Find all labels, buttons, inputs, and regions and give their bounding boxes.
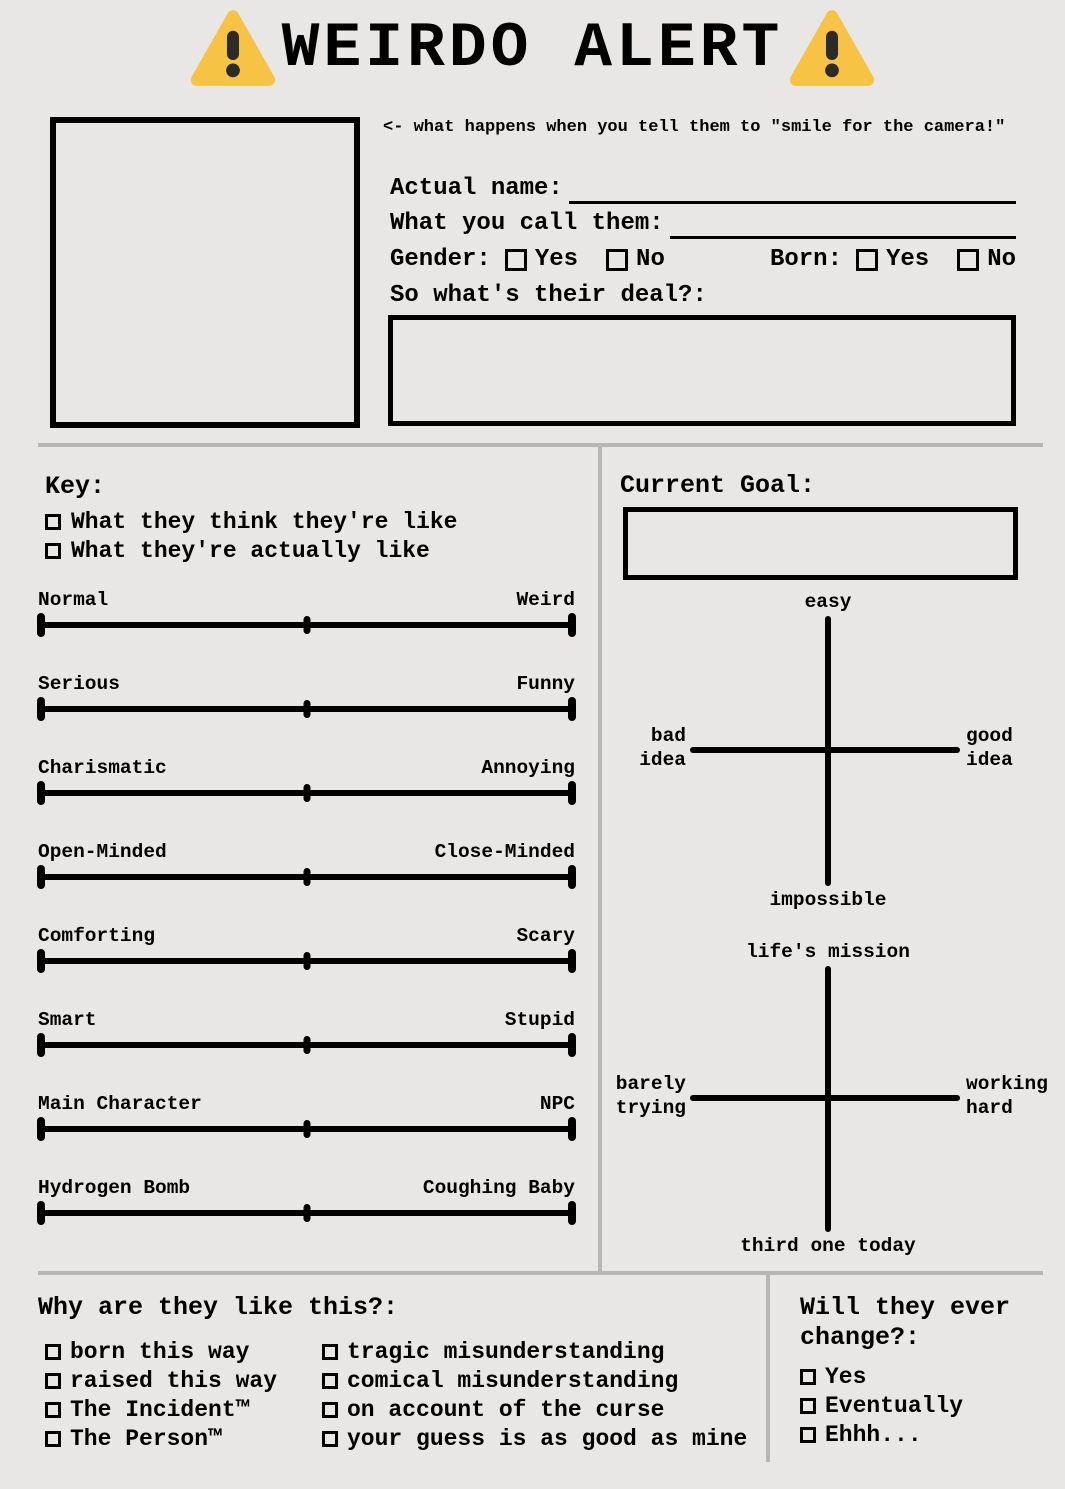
- actual-name-input[interactable]: [569, 174, 1016, 204]
- why-born-checkbox[interactable]: [45, 1344, 61, 1360]
- why-heading: Why are they like this?:: [38, 1293, 399, 1322]
- slider-left-label: Normal: [38, 589, 109, 611]
- slider-left-label: Charismatic: [38, 757, 167, 779]
- slider-track[interactable]: [38, 1042, 575, 1048]
- born-label: Born:: [769, 246, 842, 273]
- call-them-input[interactable]: [670, 209, 1016, 239]
- axis-top-label: life's mission: [746, 941, 910, 963]
- change-option: [800, 1362, 1040, 1391]
- key-item-label: What they think they're like: [71, 508, 458, 535]
- gender-born-row: [390, 246, 1016, 273]
- gender-yes-label: Yes: [534, 246, 579, 273]
- why-tragic-checkbox[interactable]: [322, 1344, 338, 1360]
- slider-right-label: Scary: [516, 925, 575, 947]
- why-option-label: The Person™: [70, 1425, 222, 1452]
- divider-bottom: [38, 1271, 1043, 1275]
- why-option: [322, 1424, 747, 1453]
- goal-effort-quadrant[interactable]: [600, 938, 1065, 1260]
- axis-bottom-label: third one today: [740, 1235, 916, 1257]
- actual-name-row: [390, 174, 1016, 204]
- why-comical-checkbox[interactable]: [322, 1373, 338, 1389]
- slider-normal-weird: [38, 588, 575, 672]
- warning-triangle-icon: [789, 3, 875, 93]
- slider-right-label: NPC: [539, 1093, 575, 1115]
- why-option: [322, 1337, 747, 1366]
- change-option: [800, 1391, 1040, 1420]
- call-them-label: What you call them:: [390, 210, 664, 237]
- trait-sliders: [38, 588, 575, 1260]
- axis-top-label: easy: [804, 591, 852, 613]
- slider-track[interactable]: [38, 622, 575, 628]
- slider-right-label: Weird: [516, 589, 575, 611]
- why-option-label: raised this way: [70, 1367, 278, 1394]
- slider-right-label: Annoying: [481, 757, 575, 779]
- slider-comforting-scary: [38, 924, 575, 1008]
- slider-right-label: Close-Minded: [434, 841, 575, 863]
- goal-difficulty-quadrant[interactable]: [600, 588, 1065, 918]
- why-option-label: born this way: [70, 1338, 250, 1365]
- axis-horizontal-line: [690, 747, 960, 753]
- axis-right-label: working hard: [966, 1073, 1048, 1119]
- why-option-label: tragic misunderstanding: [347, 1338, 665, 1365]
- slider-track[interactable]: [38, 958, 575, 964]
- why-curse-checkbox[interactable]: [322, 1402, 338, 1418]
- axis-left-label: bad idea: [639, 725, 686, 771]
- why-option-label: comical misunderstanding: [347, 1367, 679, 1394]
- born-yes-label: Yes: [885, 246, 930, 273]
- gender-label: Gender:: [390, 246, 491, 273]
- slider-hydrogenbomb-coughingbaby: [38, 1176, 575, 1260]
- slider-left-label: Hydrogen Bomb: [38, 1177, 191, 1199]
- slider-right-label: Coughing Baby: [422, 1177, 575, 1199]
- key-item: [45, 536, 457, 565]
- axis-left-label: barely trying: [615, 1073, 686, 1119]
- change-option-label: Ehhh...: [825, 1421, 922, 1448]
- gender-no-checkbox[interactable]: [606, 249, 628, 271]
- change-heading: Will they ever change?:: [800, 1293, 1011, 1352]
- change-options: [800, 1362, 1040, 1449]
- change-option-label: Eventually: [825, 1392, 964, 1419]
- slider-track[interactable]: [38, 1210, 575, 1216]
- why-option: [322, 1366, 747, 1395]
- slider-track[interactable]: [38, 1126, 575, 1132]
- why-option-label: your guess is as good as mine: [347, 1425, 748, 1452]
- header: [0, 0, 1065, 96]
- born-no-label: No: [987, 246, 1016, 273]
- divider-top: [38, 443, 1043, 447]
- axis-horizontal-line: [690, 1095, 960, 1101]
- photo-box[interactable]: [50, 117, 360, 428]
- key-think-checkbox[interactable]: [45, 514, 61, 530]
- slider-left-label: Serious: [38, 673, 120, 695]
- why-option: [322, 1395, 747, 1424]
- why-option-label: The Incident™: [70, 1396, 250, 1423]
- axis-right-label: good idea: [966, 725, 1013, 771]
- deal-textarea[interactable]: [388, 315, 1016, 426]
- slider-left-label: Open-Minded: [38, 841, 167, 863]
- slider-right-label: Funny: [516, 673, 575, 695]
- why-option: [45, 1395, 277, 1424]
- call-them-row: [390, 209, 1016, 239]
- divider-bottom-vertical: [766, 1275, 770, 1462]
- why-option: [45, 1366, 277, 1395]
- why-person-checkbox[interactable]: [45, 1431, 61, 1447]
- actual-name-label: Actual name:: [390, 175, 563, 202]
- slider-left-label: Smart: [38, 1009, 97, 1031]
- gender-no-label: No: [636, 246, 665, 273]
- camera-note: <- what happens when you tell them to "smile for the camera!": [383, 118, 1006, 137]
- change-option-label: Yes: [825, 1363, 867, 1390]
- change-option: [800, 1420, 1040, 1449]
- slider-smart-stupid: [38, 1008, 575, 1092]
- slider-track[interactable]: [38, 874, 575, 880]
- change-block: [800, 1293, 1040, 1449]
- gender-yes-checkbox[interactable]: [505, 249, 527, 271]
- slider-openminded-closeminded: [38, 840, 575, 924]
- key-actually-checkbox[interactable]: [45, 543, 61, 559]
- why-option: [45, 1424, 277, 1453]
- key-item: [45, 507, 457, 536]
- page-title: WEIRDO ALERT: [281, 12, 784, 84]
- slider-track[interactable]: [38, 706, 575, 712]
- deal-label: So what's their deal?:: [390, 282, 707, 309]
- deal-row: [390, 281, 1016, 311]
- why-option: [45, 1337, 277, 1366]
- profile-form: [383, 118, 1016, 309]
- why-options-col1: [45, 1337, 277, 1453]
- current-goal-textarea[interactable]: [623, 507, 1018, 580]
- current-goal-heading: Current Goal:: [620, 471, 816, 500]
- slider-maincharacter-npc: [38, 1092, 575, 1176]
- key-block: [45, 472, 457, 565]
- warning-triangle-icon: [190, 3, 276, 93]
- change-yes-checkbox[interactable]: [800, 1369, 816, 1385]
- change-ehhh-checkbox[interactable]: [800, 1427, 816, 1443]
- slider-right-label: Stupid: [504, 1009, 575, 1031]
- slider-serious-funny: [38, 672, 575, 756]
- change-eventually-checkbox[interactable]: [800, 1398, 816, 1414]
- born-yes-checkbox[interactable]: [856, 249, 878, 271]
- slider-track[interactable]: [38, 790, 575, 796]
- slider-left-label: Comforting: [38, 925, 156, 947]
- why-guess-checkbox[interactable]: [322, 1431, 338, 1447]
- why-incident-checkbox[interactable]: [45, 1402, 61, 1418]
- axis-bottom-label: impossible: [769, 889, 887, 911]
- key-heading: Key:: [45, 472, 106, 501]
- why-option-label: on account of the curse: [347, 1396, 665, 1423]
- slider-left-label: Main Character: [38, 1093, 202, 1115]
- why-raised-checkbox[interactable]: [45, 1373, 61, 1389]
- why-options-col2: [322, 1337, 747, 1453]
- slider-charismatic-annoying: [38, 756, 575, 840]
- key-item-label: What they're actually like: [71, 537, 430, 564]
- born-no-checkbox[interactable]: [957, 249, 979, 271]
